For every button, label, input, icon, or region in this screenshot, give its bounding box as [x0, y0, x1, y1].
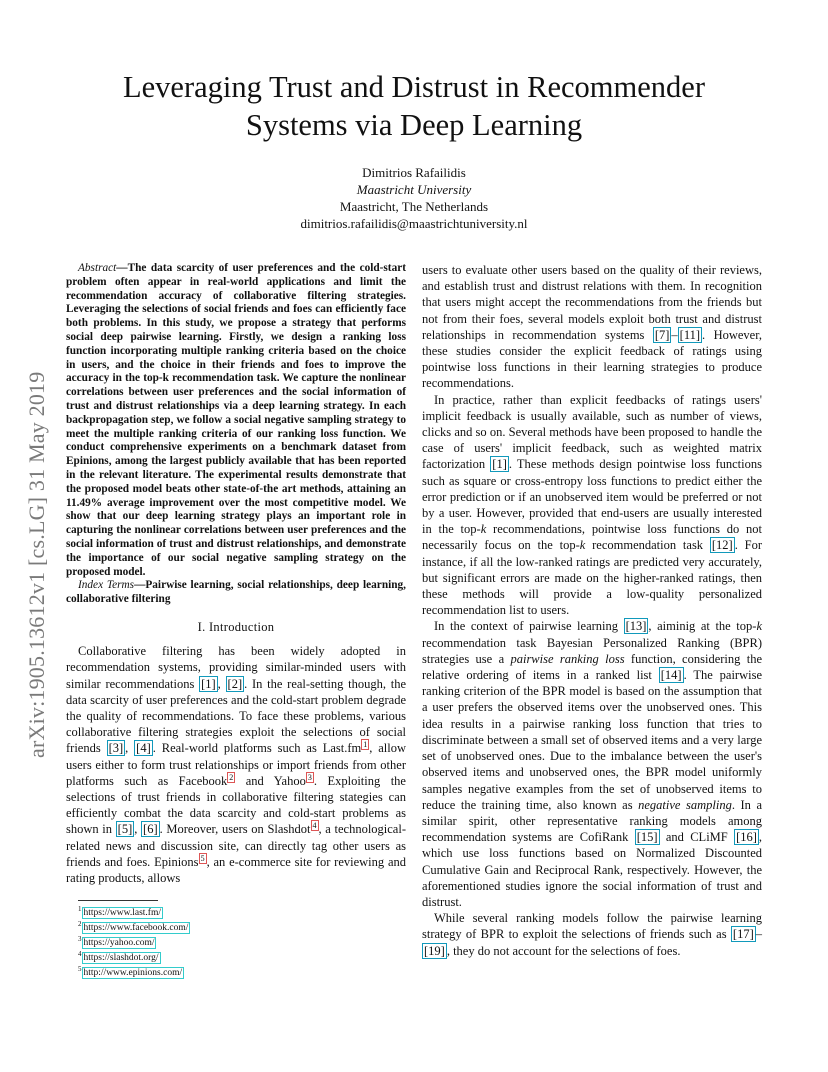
index-terms-lead: Index Terms	[78, 579, 135, 592]
math-k: k	[480, 522, 487, 537]
text-run: , a technological-related news and discussion site, can directly tag other users as friends and foes. Epinions	[66, 822, 406, 869]
text-run: . These methods design pointwise loss functions such as square or cross-entropy loss functions to predict either the error prediction or if an unobserved item would be preferred or not by a user. However, provided that end-users are usually interested in the top-	[422, 457, 762, 537]
citation-link[interactable]: [16]	[736, 830, 757, 845]
text-run: users to evaluate other users based on the quality of their reviews, and establish trust and distrust relations with them. In recognition that users might accept the recommendations from the friends but not from their foes, several models exploit both trust and distrust relationships in recommendation systems	[422, 263, 762, 342]
index-terms-text: —Pairwise learning, social relationships, deep learning, collaborative filtering	[66, 579, 406, 606]
text-run: and CLiMF	[659, 830, 735, 845]
abstract-text: —The data scarcity of user preferences and the cold-start problem often appear in real-world applications and limit the recommendation accuracy of collaborative filtering strategies. Leveraging the selections of social friends and foes can efficiently face both problems. In this study, we propose a strategy that performs social deep pairwise learning. Firstly, we design a ranking loss function incorporating multiple ranking criteria based on the choice in users, and the choice in their friends and foes to improve the accuracy in the top-k recommendation task. We capture the nonlinear correlations between user preferences and the social information of trust and distrust relationships via a deep learning strategy. In each backpropagation step, we follow a social negative sampling strategy to meet the multiple ranking criteria of our ranking loss function. We conduct comprehensive experiments on a benchmark dataset from Epinions, among the largest publicly available that has been reported in the relevant literature. The experimental results demonstrate that the proposed model beats other state-of-the art methods, attaining an 11.49% average improvement over the most competitive model. We show that our deep learning strategy plays an important role in capturing the nonlinear correlations between user preferences and the social information of trust and distrust relationships, and demonstrate the importance of our social negative sampling strategy on the proposed model.	[66, 262, 406, 578]
author-name: Dimitrios Rafailidis	[362, 165, 466, 180]
text-run: While several ranking models follow the pairwise learning strategy of BPR to exploit the selections of friends such as	[422, 911, 762, 942]
text-run: . In a similar spirit, other representative ranking models among recommendation systems are CofiRank	[422, 797, 762, 845]
footnote-ref-link[interactable]: 1	[363, 740, 368, 750]
arxiv-stamp: arXiv:1905.13612v1 [cs.LG] 31 May 2019	[24, 371, 49, 758]
text-run: function, considering the relative ordering of items in a ranked list	[422, 651, 762, 683]
text-run: . In the real-setting though, the data scarcity of user preferences and the cold-start problem degrade the quality of recommendations. To face these problems, various collaborative filtering strategies exploit the selections of social friends	[66, 676, 407, 756]
text-run: recommendation task Bayesian Personalized Ranking (BPR) strategies use a	[422, 635, 762, 666]
section-heading: I. Introduction	[197, 619, 275, 634]
text-run: ,	[217, 676, 226, 691]
right-column	[422, 262, 762, 959]
math-k: k	[756, 619, 762, 634]
text-run: and Yahoo	[235, 773, 306, 788]
text-run: –	[755, 927, 762, 942]
citation-link[interactable]: [5]	[117, 822, 133, 837]
author-affiliation: Maastricht University	[356, 182, 472, 197]
author-location: Maastricht, The Netherlands	[339, 199, 489, 214]
index-terms	[66, 579, 406, 607]
citation-link[interactable]: [12]	[711, 538, 733, 553]
citation-link[interactable]: [1]	[201, 676, 216, 691]
citation-link[interactable]: [2]	[227, 676, 243, 691]
text-run: , allow users either to form trust relationships or import friends from other platforms such as Facebook	[66, 741, 407, 788]
right-paragraph-1	[422, 262, 762, 392]
text-run: , aiminig at the top-	[648, 619, 757, 634]
footnote-number: 4	[78, 949, 82, 958]
emphasis: pairwise ranking loss	[510, 651, 625, 666]
footnote-ref-link[interactable]: 5	[200, 853, 205, 863]
right-paragraph-4	[422, 910, 762, 959]
title-line-1: Leveraging Trust and Distrust in Recommender	[123, 70, 705, 104]
right-paragraph-3	[422, 618, 762, 910]
intro-paragraph-1	[66, 643, 406, 886]
paper-title	[60, 68, 768, 144]
footnote-1	[78, 906, 190, 921]
footnote-divider	[78, 900, 158, 901]
citation-link[interactable]: [1]	[492, 457, 507, 472]
footnote-number: 3	[78, 934, 82, 943]
footnote-5	[78, 966, 190, 981]
footnote-url-link[interactable]: https://www.last.fm/	[83, 908, 161, 918]
footnote-3	[78, 936, 190, 951]
footnote-number: 5	[78, 964, 82, 973]
emphasis: negative sampling	[638, 797, 732, 812]
abstract-lead: Abstract	[78, 262, 117, 274]
text-run: –	[671, 327, 678, 342]
footnote-number: 2	[78, 919, 82, 928]
footnote-4	[78, 951, 190, 966]
text-run: . Real-world platforms such as Last.fm	[152, 741, 362, 756]
citation-link[interactable]: [15]	[636, 830, 658, 845]
footnote-ref-link[interactable]: 4	[312, 821, 317, 831]
text-run: . Exploiting the selections of trust friends in collaborative filtering stategies can efficiently combat the data scarcity and cold-start problems as shown in	[66, 773, 406, 837]
text-run: Collaborative filtering has been widely adopted in recommendation systems, providing similar-minded users with similar recommendations	[66, 644, 406, 691]
text-run: ,	[125, 741, 135, 756]
citation-link[interactable]: [6]	[143, 822, 158, 837]
text-run: , which use loss functions based on Normalized Discounted Cumulative Gain and Reciprocal Rank, respectively. However, the aforementioned studies ignore the social information of trust and distrust.	[422, 830, 763, 909]
footnote-number: 1	[78, 904, 82, 913]
footnote-url-link[interactable]: https://slashdot.org/	[83, 953, 159, 963]
citation-link[interactable]: [11]	[679, 327, 701, 342]
title-line-2: Systems via Deep Learning	[245, 108, 583, 142]
right-paragraph-2	[422, 392, 762, 619]
footnotes	[78, 906, 190, 981]
footnote-url-link[interactable]: https://yahoo.com/	[83, 938, 155, 948]
text-run: ,	[134, 822, 142, 837]
abstract	[66, 262, 406, 579]
citation-link[interactable]: [19]	[424, 943, 445, 958]
footnote-ref-link[interactable]: 3	[307, 772, 312, 782]
author-email: dimitrios.rafailidis@maastrichtuniversity.nl	[300, 216, 528, 231]
text-run: . However, these studies consider the explicit feedback of ratings using pointwise loss functions in their learning strategies to produce recommendations.	[422, 327, 763, 391]
footnote-url-link[interactable]: https://www.facebook.com/	[83, 923, 189, 933]
left-column	[66, 262, 406, 886]
text-run: , an e-commerce site for reviewing and rating products, allows	[66, 854, 407, 885]
text-run: In practice, rather than explicit feedbacks of ratings users' implicit feedback is usually available, such as number of views, clicks and so on. Several methods have been proposed to handle the case of users' implicit feedback, such as weighted matrix factorization	[422, 392, 762, 472]
text-run: In the context of pairwise learning	[434, 619, 624, 634]
text-run: . The pairwise ranking criterion of the BPR model is based on the assumption that a user prefers the observed items over the unobserved ones. This idea results in a pairwise ranking loss function that tries to discriminate between a small set of observed items and a very large set of unobserved ones. Due to the imbalance between the user's observed items and unobserved ones, the BPR model uniformly samples negative examples from the set of unobserved items to reduce the training time, also known as	[422, 668, 762, 812]
text-run: , they do not account for the selections of foes.	[446, 943, 681, 958]
text-run: . Moreover, users on Slashdot	[159, 822, 311, 837]
text-run: recommendation task	[585, 538, 710, 553]
citation-link[interactable]: [4]	[136, 741, 151, 756]
footnote-url-link[interactable]: http://www.epinions.com/	[83, 968, 183, 978]
author-block	[214, 164, 614, 232]
citation-link[interactable]: [3]	[108, 741, 124, 756]
footnote-2	[78, 921, 190, 936]
math-k: k	[579, 538, 586, 553]
citation-link[interactable]: [14]	[660, 668, 682, 683]
text-run: . For instance, if all the low-ranked ratings are predicted very accurately, but significant errors are made on the higher-ranked ratings, then these methods will provide a low-quality personalized recommendation list to users.	[422, 538, 762, 618]
citation-link[interactable]: [7]	[654, 327, 670, 342]
footnote-ref-link[interactable]: 2	[229, 772, 234, 782]
citation-link[interactable]: [13]	[625, 619, 647, 634]
text-run: recommendations, pointwise loss functions do not necessarily focus on the top-	[422, 522, 762, 553]
citation-link[interactable]: [17]	[732, 927, 754, 942]
